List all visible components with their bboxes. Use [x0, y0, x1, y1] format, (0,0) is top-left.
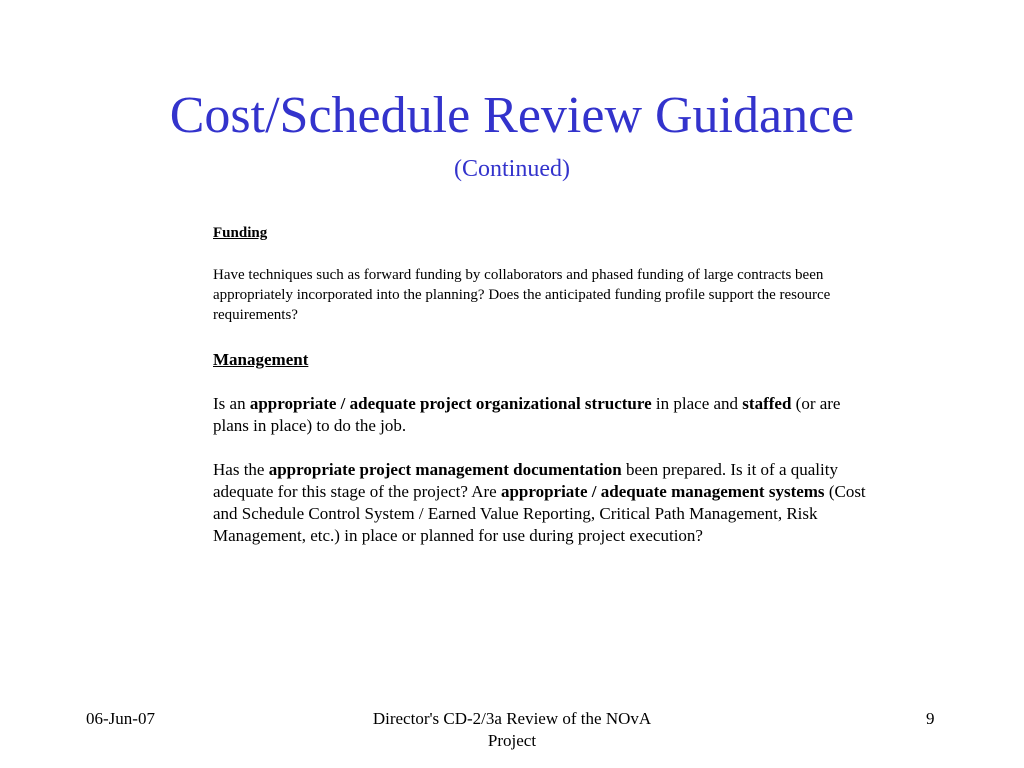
text-run: Is an	[213, 394, 250, 413]
slide-body	[213, 223, 878, 547]
footer-presentation-title: Director's CD-2/3a Review of the NOvA Project	[372, 709, 652, 750]
bold-text-run: appropriate / adequate management systems	[500, 482, 825, 501]
footer-date: 06-Jun-07	[86, 709, 155, 728]
slide-subtitle: (Continued)	[454, 156, 570, 182]
funding-paragraph: Have techniques such as forward funding by collaborators and phased funding of large contracts been appropriately incorporated into the planning? Does the anticipated funding profile support the resource requirements?	[213, 267, 831, 323]
bold-text-run: staffed	[742, 394, 792, 413]
text-run: (or are plans in place) to do the job.	[213, 394, 841, 435]
management-paragraph-structure	[213, 393, 878, 437]
bold-text-run: appropriate project management documentation	[268, 460, 622, 479]
funding-heading: Funding	[213, 225, 268, 241]
text-run: been prepared. Is it of a quality adequate for this stage of the project? Are	[213, 460, 838, 501]
management-heading: Management	[213, 350, 309, 369]
slide-title: Cost/Schedule Review Guidance	[169, 87, 855, 144]
text-run: in place and	[651, 394, 743, 413]
footer-page-number: 9	[926, 709, 935, 728]
text-run: Has the	[213, 460, 269, 479]
management-paragraph-documentation	[213, 459, 878, 547]
text-run: (Cost and Schedule Control System / Earned Value Reporting, Critical Path Management, Risk Management, etc.) in place or planned for use during project execution?	[213, 482, 866, 545]
bold-text-run: appropriate / adequate project organizational structure	[249, 394, 652, 413]
